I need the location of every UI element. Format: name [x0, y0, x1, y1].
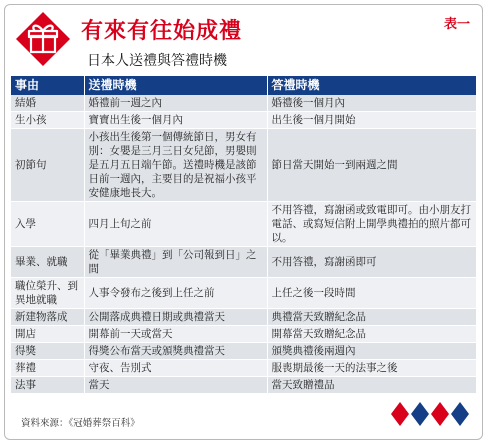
return-timing-cell: 不用答禮，寫謝函即可: [267, 247, 476, 278]
page-subtitle: 日本人送禮與答禮時機: [87, 53, 227, 69]
give-timing-cell: 寶寶出生後一個月內: [84, 112, 267, 129]
occasion-cell: 入學: [11, 202, 84, 247]
column-header-give-timing: 送禮時機: [84, 76, 267, 95]
give-timing-cell: 守夜、告別式: [84, 360, 267, 377]
column-header-occasion: 事由: [11, 76, 84, 95]
give-timing-cell: 四月上旬之前: [84, 202, 267, 247]
return-timing-cell: 當天致贈禮品: [267, 377, 476, 394]
return-timing-cell: 出生後一個月開始: [267, 112, 476, 129]
give-timing-cell: 得獎公布當天或頒獎典禮當天: [84, 343, 267, 360]
decorative-diamonds-icon: [390, 401, 470, 427]
occasion-cell: 葬禮: [11, 360, 84, 377]
return-timing-cell: 開幕當天致贈紀念品: [267, 326, 476, 343]
table-row: [11, 247, 476, 278]
table-row: [11, 278, 476, 309]
table-tag: 表一: [443, 17, 470, 32]
give-timing-cell: 開幕前一天或當天: [84, 326, 267, 343]
table-row: [11, 129, 476, 202]
give-timing-cell: 小孩出生後第一個傳統節日，男女有別：女嬰是三月三日女兒節，男嬰則是五月五日端午節。送禮時機是該節日前一週內，主要目的是祝福小孩平安健康地長大。: [84, 129, 267, 202]
occasion-cell: 職位榮升、到異地就職: [11, 278, 84, 309]
return-timing-cell: 典禮當天致贈紀念品: [267, 309, 476, 326]
table-row: [11, 360, 476, 377]
header: [5, 5, 482, 71]
return-timing-cell: 頒獎典禮後兩週內: [267, 343, 476, 360]
occasion-cell: 得獎: [11, 343, 84, 360]
occasion-cell: 初節句: [11, 129, 84, 202]
table-row: [11, 202, 476, 247]
column-header-return-timing: 答禮時機: [267, 76, 476, 95]
give-timing-cell: 公開落成典禮日期或典禮當天: [84, 309, 267, 326]
table-row: [11, 377, 476, 394]
occasion-cell: 新建物落成: [11, 309, 84, 326]
source-note: 資料來源：《冠婚葬祭百科》: [21, 418, 140, 429]
table-row: [11, 112, 476, 129]
give-timing-cell: 婚禮前一週之內: [84, 95, 267, 112]
give-timing-cell: 人事令發布之後到上任之前: [84, 278, 267, 309]
occasion-cell: 結婚: [11, 95, 84, 112]
give-timing-cell: 從「畢業典禮」到「公司報到日」之間: [84, 247, 267, 278]
return-timing-cell: 婚禮後一個月內: [267, 95, 476, 112]
infographic-card: [4, 4, 483, 440]
return-timing-cell: 服喪期最後一天的法事之後: [267, 360, 476, 377]
return-timing-cell: 不用答禮，寫謝函或致電即可。由小朋友打電話、或寫短信附上開學典禮拍的照片都可以。: [267, 202, 476, 247]
table-header-row: [11, 76, 476, 95]
table-row: [11, 326, 476, 343]
give-timing-cell: 當天: [84, 377, 267, 394]
return-timing-cell: 上任之後一段時間: [267, 278, 476, 309]
occasion-cell: 畢業、就職: [11, 247, 84, 278]
gift-timing-table-wrap: [11, 76, 476, 394]
table-row: [11, 309, 476, 326]
table-row: [11, 95, 476, 112]
page-title: 有來有往始成禮: [81, 18, 243, 44]
occasion-cell: 開店: [11, 326, 84, 343]
return-timing-cell: 節日當天開始一到兩週之間: [267, 129, 476, 202]
occasion-cell: 法事: [11, 377, 84, 394]
gift-timing-table: [11, 76, 476, 394]
gift-box-icon: [15, 11, 71, 67]
table-row: [11, 343, 476, 360]
occasion-cell: 生小孩: [11, 112, 84, 129]
